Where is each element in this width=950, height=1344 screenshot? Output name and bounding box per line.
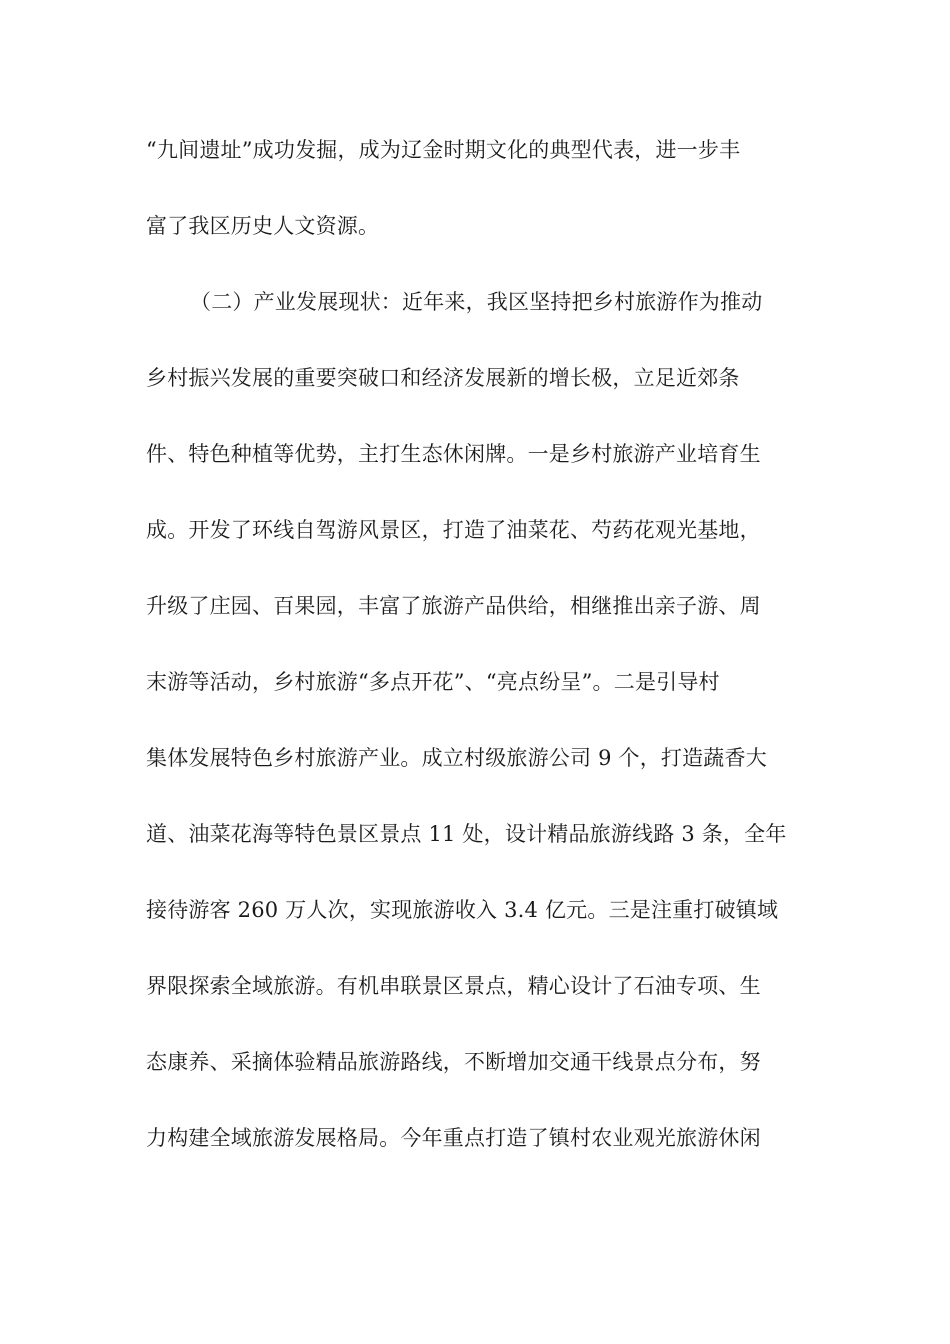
paragraph-line: 成。开发了环线自驾游风景区，打造了油菜花、芍药花观光基地， — [146, 518, 761, 542]
paragraph-line: 力构建全域旅游发展格局。今年重点打造了镇村农业观光旅游休闲 — [146, 1126, 761, 1150]
paragraph-line: 件、特色种植等优势，主打生态休闲牌。一是乡村旅游产业培育生 — [146, 442, 761, 466]
paragraph-line: 末游等活动，乡村旅游“多点开花”、“亮点纷呈”。二是引导村 — [146, 670, 720, 694]
paragraph-line: 道、油菜花海等特色景区景点 11 处，设计精品旅游线路 3 条，全年 — [146, 822, 787, 846]
paragraph-line: 升级了庄园、百果园，丰富了旅游产品供给，相继推出亲子游、周 — [146, 594, 761, 618]
paragraph-line: 态康养、采摘体验精品旅游路线，不断增加交通干线景点分布，努 — [146, 1050, 761, 1074]
paragraph-line: 富了我区历史人文资源。 — [146, 214, 380, 238]
paragraph-line: 界限探索全域旅游。有机串联景区景点，精心设计了石油专项、生 — [146, 974, 761, 998]
paragraph-line: “九间遗址”成功发掘，成为辽金时期文化的典型代表，进一步丰 — [146, 138, 741, 162]
paragraph-line: 接待游客 260 万人次，实现旅游收入 3.4 亿元。三是注重打破镇域 — [146, 898, 779, 922]
paragraph-line: 乡村振兴发展的重要突破口和经济发展新的增长极，立足近郊条 — [146, 366, 740, 390]
paragraph-line: 集体发展特色乡村旅游产业。成立村级旅游公司 9 个，打造蔬香大 — [146, 746, 767, 770]
section-heading-line: （二）产业发展现状：近年来，我区坚持把乡村旅游作为推动 — [190, 290, 763, 314]
